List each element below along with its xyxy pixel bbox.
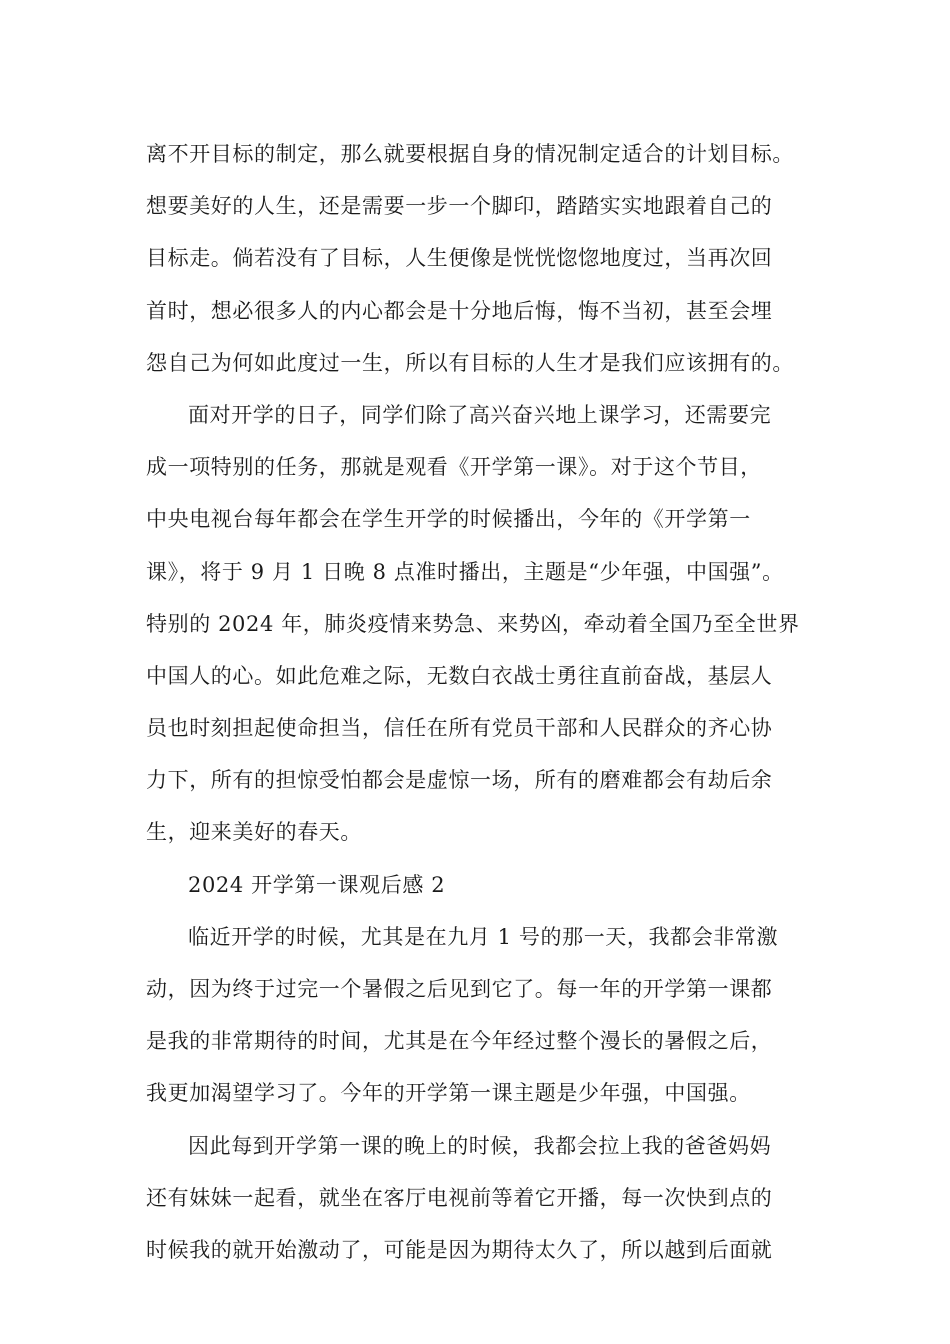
text-line: 想要美好的人生，还是需要一步一个脚印，踏踏实实地跟着自己的 bbox=[146, 194, 773, 219]
text-line: 我更加渴望学习了。今年的开学第一课主题是少年强，中国强。 bbox=[146, 1081, 751, 1106]
text-line: 成一项特别的任务，那就是观看《开学第一课》。对于这个节目， bbox=[146, 455, 762, 480]
text-line: 员也时刻担起使命担当，信任在所有党员干部和人民群众的齐心协 bbox=[146, 716, 773, 741]
text-line: 力下，所有的担惊受怕都会是虚惊一场，所有的磨难都会有劫后余 bbox=[146, 768, 773, 793]
text-line: 因此每到开学第一课的晚上的时候，我都会拉上我的爸爸妈妈 bbox=[188, 1133, 772, 1158]
text-line: 首时，想必很多人的内心都会是十分地后悔，悔不当初，甚至会埋 bbox=[146, 298, 773, 323]
text-line: 离不开目标的制定，那么就要根据自身的情况制定适合的计划目标。 bbox=[146, 142, 794, 166]
text-line: 怨自己为何如此度过一生，所以有目标的人生才是我们应该拥有的。 bbox=[146, 350, 794, 375]
text-line: 特别的 2024 年，肺炎疫情来势急、来势凶，牵动着全国乃至全世界 bbox=[146, 611, 800, 636]
text-line: 面对开学的日子，同学们除了高兴奋兴地上课学习，还需要完 bbox=[188, 402, 772, 427]
text-line: 目标走。倘若没有了目标，人生便像是恍恍惚惚地度过，当再次回 bbox=[146, 246, 773, 271]
text-line: 还有妹妹一起看，就坐在客厅电视前等着它开播，每一次快到点的 bbox=[146, 1185, 773, 1210]
text-line: 中央电视台每年都会在学生开学的时候播出，今年的《开学第一 bbox=[146, 507, 751, 532]
text-line: 动，因为终于过完一个暑假之后见到它了。每一年的开学第一课都 bbox=[146, 977, 773, 1001]
document-body bbox=[146, 128, 816, 1276]
text-line: 中国人的心。如此危难之际，无数白衣战士勇往直前奋战，基层人 bbox=[146, 663, 773, 688]
text-line: 是我的非常期待的时间，尤其是在今年经过整个漫长的暑假之后， bbox=[146, 1029, 773, 1054]
text-line: 临近开学的时候，尤其是在九月 1 号的那一天，我都会非常激 bbox=[188, 924, 779, 949]
text-line: 生，迎来美好的春天。 bbox=[146, 820, 362, 845]
section-heading: 2024 开学第一课观后感 2 bbox=[188, 872, 446, 897]
text-line: 课》，将于 9 月 1 日晚 8 点准时播出，主题是“少年强，中国强”。 bbox=[146, 559, 784, 584]
text-line: 时候我的就开始激动了，可能是因为期待太久了，所以越到后面就 bbox=[146, 1237, 773, 1262]
